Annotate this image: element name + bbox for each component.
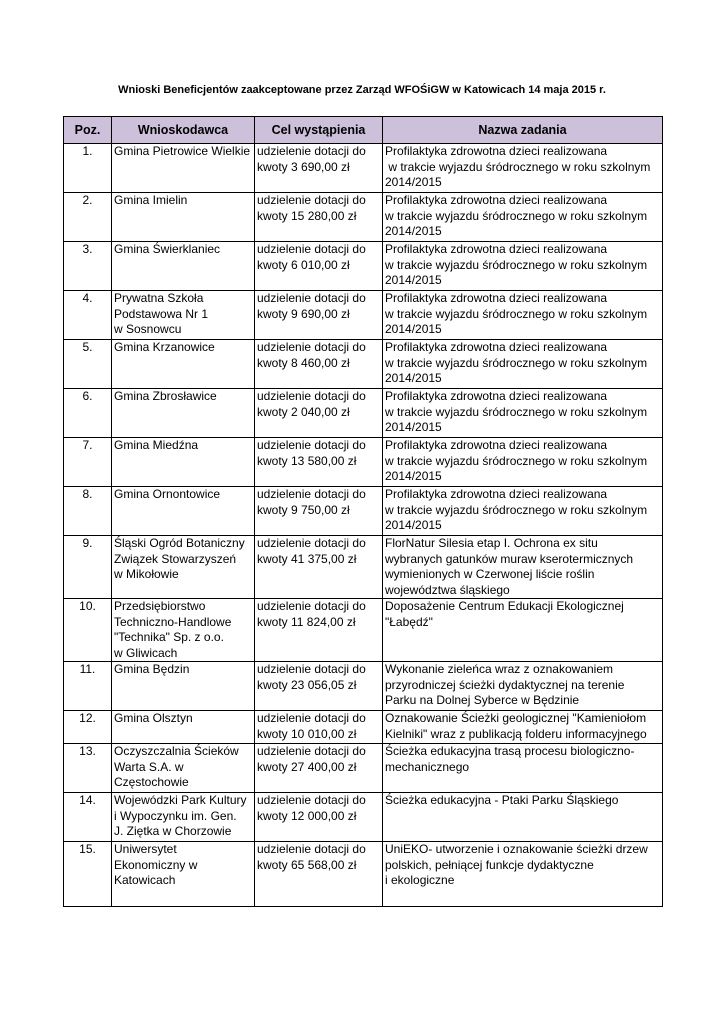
task-cell-line: Parku na Dolnej Syberce w Będzinie bbox=[385, 693, 580, 707]
position-cell: 12. bbox=[64, 711, 112, 744]
goal-cell bbox=[255, 711, 383, 744]
task-cell-line: i ekologiczne bbox=[385, 873, 455, 887]
task-cell-line: Ścieżka edukacyjna - Ptaki Parku Śląskiego bbox=[385, 793, 619, 807]
goal-cell bbox=[255, 744, 383, 793]
applicant-cell-line: Gmina Świerklaniec bbox=[114, 242, 221, 256]
task-cell-line: Profilaktyka zdrowotna dzieci realizowana bbox=[385, 340, 608, 354]
goal-cell-line: udzielenie dotacji do bbox=[257, 793, 366, 807]
task-cell-line: Profilaktyka zdrowotna dzieci realizowana bbox=[385, 438, 608, 452]
applicant-cell-line: Uniwersytet bbox=[114, 842, 177, 856]
position-cell: 14. bbox=[64, 793, 112, 842]
applicant-cell-line: Częstochowie bbox=[114, 775, 189, 789]
applicant-cell bbox=[112, 144, 255, 193]
goal-cell bbox=[255, 389, 383, 438]
task-cell-line: Kielniki" wraz z publikacją folderu informacyjnego bbox=[385, 726, 647, 741]
table-row bbox=[64, 842, 663, 907]
task-cell bbox=[383, 389, 663, 438]
applicant-cell-line: Przedsiębiorstwo bbox=[114, 599, 206, 613]
applicant-cell-line: Podstawowa Nr 1 bbox=[114, 306, 209, 321]
table-row bbox=[64, 193, 663, 242]
applicant-cell-line: Oczyszczalnia Ścieków bbox=[114, 744, 239, 758]
applicant-cell-line: i Wypoczynku im. Gen. bbox=[114, 808, 237, 823]
task-cell-line: Profilaktyka zdrowotna dzieci realizowana bbox=[385, 389, 608, 403]
task-cell-line: 2014/2015 bbox=[385, 322, 442, 336]
position-cell: 3. bbox=[64, 242, 112, 291]
task-cell-line: polskich, pełniącej funkcje dydaktyczne bbox=[385, 857, 594, 872]
table-row bbox=[64, 340, 663, 389]
goal-cell-line: kwoty 12 000,00 zł bbox=[257, 808, 357, 823]
goal-cell-line: udzielenie dotacji do bbox=[257, 744, 366, 758]
goal-cell bbox=[255, 662, 383, 711]
goal-cell bbox=[255, 438, 383, 487]
task-cell-line: Profilaktyka zdrowotna dzieci realizowana bbox=[385, 144, 608, 158]
task-cell bbox=[383, 242, 663, 291]
table-row bbox=[64, 389, 663, 438]
task-cell-line: mechanicznego bbox=[385, 759, 470, 774]
goal-cell bbox=[255, 487, 383, 536]
table-row bbox=[64, 536, 663, 599]
goal-cell bbox=[255, 842, 383, 907]
goal-cell-line: udzielenie dotacji do bbox=[257, 144, 366, 158]
applicant-cell-line: Gmina Miedźna bbox=[114, 438, 199, 452]
task-cell-line: "Łabędź" bbox=[385, 614, 433, 629]
applicant-cell-line: Prywatna Szkoła bbox=[114, 291, 204, 305]
task-cell bbox=[383, 487, 663, 536]
goal-cell-line: kwoty 9 690,00 zł bbox=[257, 306, 350, 321]
task-cell-line: w trakcie wyjazdu śródrocznego w roku szkolnym bbox=[385, 306, 648, 321]
task-cell bbox=[383, 193, 663, 242]
applicant-cell bbox=[112, 242, 255, 291]
position-cell: 8. bbox=[64, 487, 112, 536]
table-row bbox=[64, 793, 663, 842]
applicant-cell-line: Wojewódzki Park Kultury bbox=[114, 793, 247, 807]
applicant-cell-line: Śląski Ogród Botaniczny bbox=[114, 536, 245, 550]
task-cell-line: wymienionych w Czerwonej liście roślin bbox=[385, 567, 595, 581]
goal-cell-line: kwoty 2 040,00 zł bbox=[257, 404, 350, 419]
header-goal: Cel wystąpienia bbox=[255, 117, 383, 144]
table-row bbox=[64, 291, 663, 340]
goal-cell-line: udzielenie dotacji do bbox=[257, 487, 366, 501]
goal-cell-line: kwoty 41 375,00 zł bbox=[257, 551, 357, 566]
applicant-cell bbox=[112, 842, 255, 907]
task-cell-line: Ścieżka edukacyjna trasą procesu biologiczno- bbox=[385, 744, 635, 758]
task-cell-line: Profilaktyka zdrowotna dzieci realizowana bbox=[385, 291, 608, 305]
task-cell-line: Profilaktyka zdrowotna dzieci realizowana bbox=[385, 487, 608, 501]
task-cell-line: w trakcie wyjazdu śródrocznego w roku szkolnym bbox=[385, 208, 648, 223]
task-cell-line: Doposażenie Centrum Edukacji Ekologicznej bbox=[385, 599, 624, 613]
goal-cell-line: udzielenie dotacji do bbox=[257, 711, 366, 725]
goal-cell-line: kwoty 9 750,00 zł bbox=[257, 502, 350, 517]
applicant-cell bbox=[112, 536, 255, 599]
goal-cell bbox=[255, 536, 383, 599]
applicant-cell bbox=[112, 662, 255, 711]
goal-cell-line: kwoty 11 824,00 zł bbox=[257, 614, 356, 629]
table-row bbox=[64, 438, 663, 487]
task-cell-line: w trakcie wyjazdu śródrocznego w roku szkolnym bbox=[385, 502, 648, 517]
applicant-cell bbox=[112, 599, 255, 662]
goal-cell bbox=[255, 193, 383, 242]
task-cell-line: 2014/2015 bbox=[385, 371, 442, 385]
applicant-cell bbox=[112, 193, 255, 242]
task-cell bbox=[383, 793, 663, 842]
table-row bbox=[64, 599, 663, 662]
applicant-cell bbox=[112, 438, 255, 487]
table-row bbox=[64, 744, 663, 793]
applicant-cell bbox=[112, 744, 255, 793]
goal-cell-line: udzielenie dotacji do bbox=[257, 389, 366, 403]
applicant-cell-line: Katowicach bbox=[114, 873, 176, 887]
applicant-cell bbox=[112, 291, 255, 340]
goal-cell-line: kwoty 13 580,00 zł bbox=[257, 453, 357, 468]
task-cell-line: 2014/2015 bbox=[385, 175, 442, 189]
goal-cell bbox=[255, 144, 383, 193]
goal-cell-line: kwoty 6 010,00 zł bbox=[257, 257, 350, 272]
applicant-cell bbox=[112, 389, 255, 438]
goal-cell-line: udzielenie dotacji do bbox=[257, 291, 366, 305]
applicant-cell-line: "Technika" Sp. z o.o. bbox=[114, 630, 224, 644]
task-cell-line: w trakcie wyjazdu śródrocznego w roku szkolnym bbox=[385, 404, 648, 419]
applicant-cell-line: Gmina Zbrosławice bbox=[114, 389, 217, 403]
task-cell-line: 2014/2015 bbox=[385, 224, 442, 238]
goal-cell-line: kwoty 23 056,05 zł bbox=[257, 677, 357, 692]
table-row bbox=[64, 242, 663, 291]
task-cell bbox=[383, 662, 663, 711]
applicant-cell-line: Gmina Krzanowice bbox=[114, 340, 215, 354]
goal-cell-line: kwoty 27 400,00 zł bbox=[257, 759, 357, 774]
applicant-cell-line: Gmina Pietrowice Wielkie bbox=[114, 144, 251, 158]
task-cell-line: FlorNatur Silesia etap I. Ochrona ex situ bbox=[385, 536, 598, 550]
document-title: Wnioski Beneficjentów zaakceptowane przez Zarząd WFOŚiGW w Katowicach 14 maja 2015 r. bbox=[118, 84, 606, 96]
position-cell: 13. bbox=[64, 744, 112, 793]
applicant-cell-line: w Gliwicach bbox=[114, 645, 178, 660]
header-task-name: Nazwa zadania bbox=[383, 117, 663, 144]
task-cell-line: w trakcie wyjazdu śródrocznego w roku szkolnym bbox=[385, 257, 648, 272]
applicant-cell-line: Gmina Olsztyn bbox=[114, 711, 193, 725]
task-cell bbox=[383, 744, 663, 793]
task-cell-line: Profilaktyka zdrowotna dzieci realizowana bbox=[385, 193, 608, 207]
applicant-cell-line: Związek Stowarzyszeń bbox=[114, 551, 237, 566]
task-cell bbox=[383, 599, 663, 662]
position-cell: 6. bbox=[64, 389, 112, 438]
goal-cell-line: udzielenie dotacji do bbox=[257, 599, 366, 613]
goal-cell-line: kwoty 8 460,00 zł bbox=[257, 355, 350, 370]
task-cell-line: w trakcie wyjazdu śródrocznego w roku szkolnym bbox=[385, 355, 648, 370]
applicant-cell-line: Warta S.A. w bbox=[114, 759, 184, 774]
applicant-cell bbox=[112, 340, 255, 389]
goal-cell bbox=[255, 291, 383, 340]
task-cell-line: wybranych gatunków muraw kserotermicznych bbox=[385, 551, 634, 566]
task-cell-line: w trakcie wyjazdu śródrocznego w roku szkolnym bbox=[385, 453, 648, 468]
goal-cell-line: kwoty 10 010,00 zł bbox=[257, 726, 357, 741]
position-cell: 4. bbox=[64, 291, 112, 340]
task-cell bbox=[383, 340, 663, 389]
applicant-cell-line: Gmina Imielin bbox=[114, 193, 188, 207]
applicant-cell-line: J. Ziętka w Chorzowie bbox=[114, 824, 232, 838]
table-header-row bbox=[64, 117, 663, 144]
goal-cell bbox=[255, 242, 383, 291]
position-cell: 9. bbox=[64, 536, 112, 599]
position-cell: 15. bbox=[64, 842, 112, 907]
position-cell: 11. bbox=[64, 662, 112, 711]
position-cell: 10. bbox=[64, 599, 112, 662]
task-cell bbox=[383, 536, 663, 599]
goal-cell-line: kwoty 65 568,00 zł bbox=[257, 857, 357, 872]
task-cell bbox=[383, 144, 663, 193]
goal-cell-line: udzielenie dotacji do bbox=[257, 340, 366, 354]
position-cell: 1. bbox=[64, 144, 112, 193]
table-row bbox=[64, 711, 663, 744]
goal-cell-line: udzielenie dotacji do bbox=[257, 193, 366, 207]
task-cell-line: przyrodniczej ścieżki dydaktycznej na terenie bbox=[385, 677, 625, 692]
header-applicant: Wnioskodawca bbox=[112, 117, 255, 144]
applicant-cell-line: w Mikołowie bbox=[114, 567, 179, 581]
task-cell-line: Wykonanie zieleńca wraz z oznakowaniem bbox=[385, 662, 613, 676]
table-row bbox=[64, 487, 663, 536]
goal-cell-line: kwoty 15 280,00 zł bbox=[257, 208, 357, 223]
task-cell bbox=[383, 438, 663, 487]
position-cell: 2. bbox=[64, 193, 112, 242]
goal-cell-line: udzielenie dotacji do bbox=[257, 242, 366, 256]
header-position: Poz. bbox=[64, 117, 112, 144]
position-cell: 5. bbox=[64, 340, 112, 389]
goal-cell bbox=[255, 599, 383, 662]
table-row bbox=[64, 144, 663, 193]
applicant-cell-line: Ekonomiczny w bbox=[114, 857, 198, 872]
applicant-cell-line: Gmina Będzin bbox=[114, 662, 190, 676]
goal-cell-line: udzielenie dotacji do bbox=[257, 662, 366, 676]
applicant-cell bbox=[112, 487, 255, 536]
applicant-cell-line: w Sosnowcu bbox=[114, 322, 182, 336]
task-cell-line: 2014/2015 bbox=[385, 469, 442, 483]
goal-cell-line: kwoty 3 690,00 zł bbox=[257, 159, 350, 174]
task-cell bbox=[383, 291, 663, 340]
task-cell-line: UniEKO- utworzenie i oznakowanie ścieżki drzew bbox=[385, 842, 648, 856]
task-cell-line: Profilaktyka zdrowotna dzieci realizowana bbox=[385, 242, 608, 256]
task-cell-line: 2014/2015 bbox=[385, 518, 442, 532]
task-cell-line: 2014/2015 bbox=[385, 420, 442, 434]
task-cell-line: Oznakowanie Ścieżki geologicznej "Kamieniołom bbox=[385, 711, 647, 725]
task-cell-line: województwa śląskiego bbox=[385, 582, 510, 597]
applicant-cell-line: Gmina Ornontowice bbox=[114, 487, 221, 501]
position-cell: 7. bbox=[64, 438, 112, 487]
goal-cell-line: udzielenie dotacji do bbox=[257, 438, 366, 452]
task-cell bbox=[383, 842, 663, 907]
task-cell-line: 2014/2015 bbox=[385, 273, 442, 287]
applicant-cell bbox=[112, 711, 255, 744]
goal-cell bbox=[255, 340, 383, 389]
beneficiaries-table bbox=[63, 116, 663, 907]
applicant-cell-line: Techniczno-Handlowe bbox=[114, 614, 232, 629]
goal-cell-line: udzielenie dotacji do bbox=[257, 536, 366, 550]
table-row bbox=[64, 662, 663, 711]
applicant-cell bbox=[112, 793, 255, 842]
goal-cell-line: udzielenie dotacji do bbox=[257, 842, 366, 856]
task-cell-line: w trakcie wyjazdu śródrocznego w roku szkolnym bbox=[385, 159, 651, 174]
goal-cell bbox=[255, 793, 383, 842]
task-cell bbox=[383, 711, 663, 744]
